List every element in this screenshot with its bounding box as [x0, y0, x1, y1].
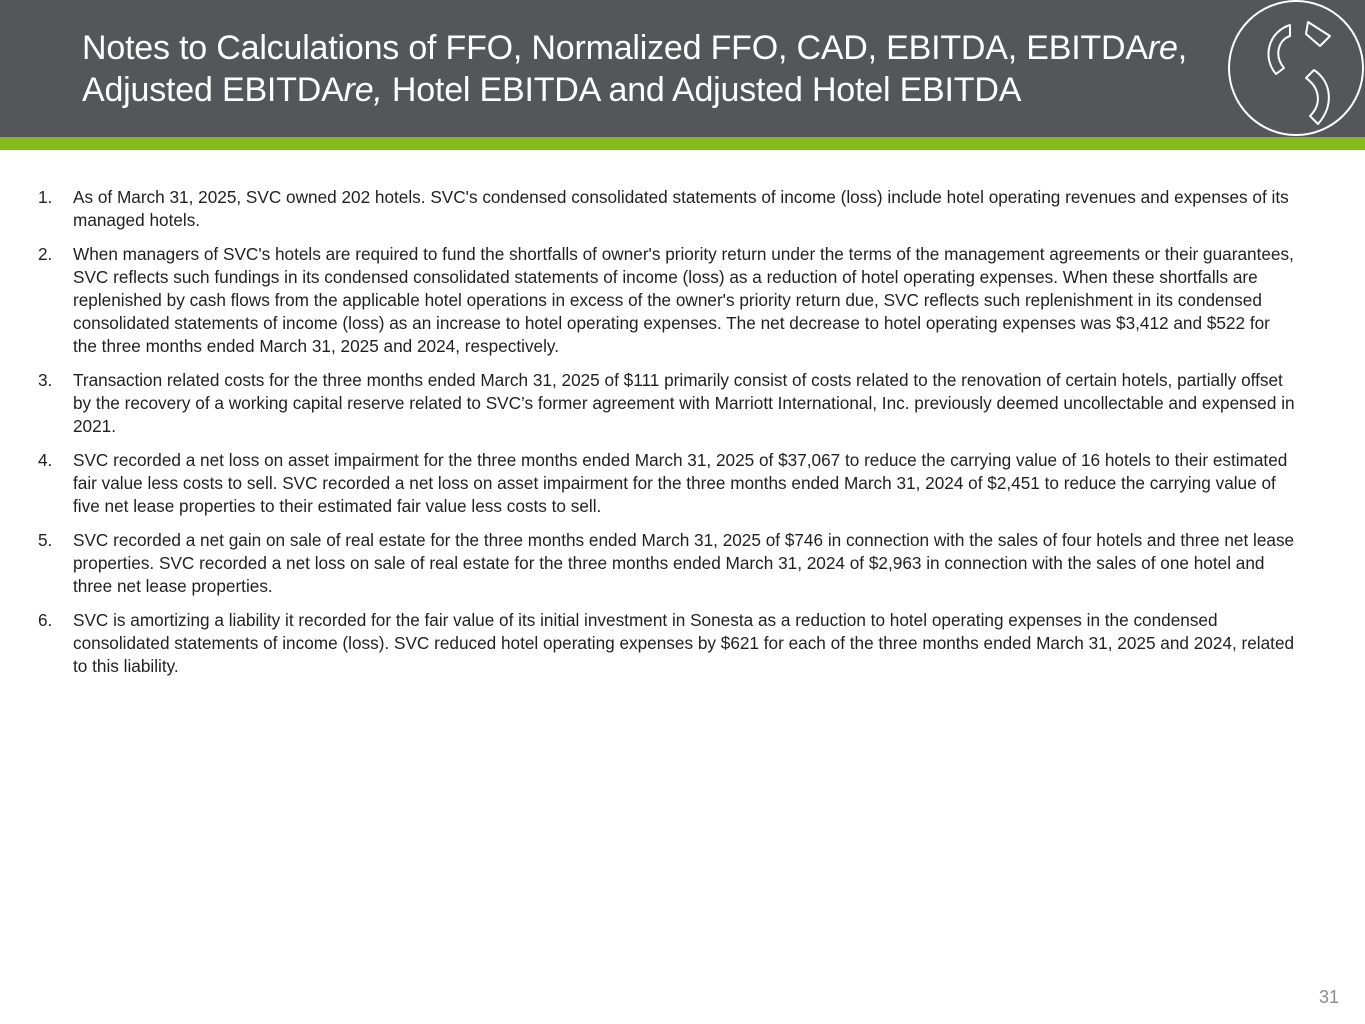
title-line1-comma: ,	[1177, 29, 1187, 67]
title-line2-italic: re,	[343, 71, 383, 109]
note-number: 5.	[38, 530, 53, 550]
note-text: SVC recorded a net loss on asset impairment for the three months ended March 31, 2025 of $37,067 to reduce the carrying value of 16 hotels to their estimated fair value less costs to sell. SVC recorded a net loss on asset impairment for the three months ended March 31, 2024 of $2,451 to reduce the carrying value of five net lease properties to their estimated fair value less costs to sell.	[73, 450, 1288, 516]
note-number: 1.	[38, 187, 53, 207]
note-item	[38, 243, 1298, 358]
svc-s-logo-icon	[1226, 0, 1365, 137]
note-text: SVC recorded a net gain on sale of real estate for the three months ended March 31, 2025 of $746 in connection with the sales of four hotels and three net lease properties. SVC recorded a net loss on sale of real estate for the three months ended March 31, 2024 of $2,963 in connection with the sales of one hotel and three net lease properties.	[73, 530, 1295, 596]
note-number: 6.	[38, 610, 53, 630]
note-item	[38, 449, 1298, 518]
title-line1-text: Notes to Calculations of FFO, Normalized FFO, CAD, EBITDA, EBITDA	[82, 29, 1148, 67]
note-item	[38, 609, 1298, 678]
note-number: 2.	[38, 244, 53, 264]
note-text: Transaction related costs for the three months ended March 31, 2025 of $111 primarily consist of costs related to the renovation of certain hotels, partially offset by the recovery of a working capital reserve related to SVC’s former agreement with Marriott International, Inc. previously deemed uncollectable and expensed in 2021.	[73, 370, 1295, 436]
note-text: As of March 31, 2025, SVC owned 202 hotels. SVC's condensed consolidated statements of income (loss) include hotel operating revenues and expenses of its managed hotels.	[73, 187, 1289, 230]
page-number: 31	[1318, 987, 1339, 1007]
title-line2-rest: Hotel EBITDA and Adjusted Hotel EBITDA	[382, 71, 1022, 109]
note-text: SVC is amortizing a liability it recorded for the fair value of its initial investment in Sonesta as a reduction to hotel operating expenses in the condensed consolidated statements of income (loss). SVC reduced hotel operating expenses by $621 for each of the three months ended March 31, 2025 and 2024, related to this liability.	[73, 610, 1295, 676]
title-line2-text: Adjusted EBITDA	[82, 71, 344, 109]
page-title	[82, 27, 1242, 111]
note-number: 4.	[38, 450, 53, 470]
accent-bar	[0, 137, 1365, 150]
title-line1-italic: re	[1147, 29, 1178, 67]
notes-list	[38, 186, 1298, 689]
header-banner	[0, 0, 1365, 137]
note-item	[38, 529, 1298, 598]
note-item	[38, 369, 1298, 438]
note-text: When managers of SVC's hotels are required to fund the shortfalls of owner's priority return under the terms of the management agreements or their guarantees, SVC reflects such fundings in its condensed consolidated statements of income (loss) as a reduction of hotel operating expenses. When these shortfalls are replenished by cash flows from the applicable hotel operations in excess of the owner's priority return due, SVC reflects such replenishment in its condensed consolidated statements of income (loss) as an increase to hotel operating expenses. The net decrease to hotel operating expenses was $3,412 and $522 for the three months ended March 31, 2025 and 2024, respectively.	[73, 244, 1294, 356]
note-number: 3.	[38, 370, 53, 390]
note-item	[38, 186, 1298, 232]
